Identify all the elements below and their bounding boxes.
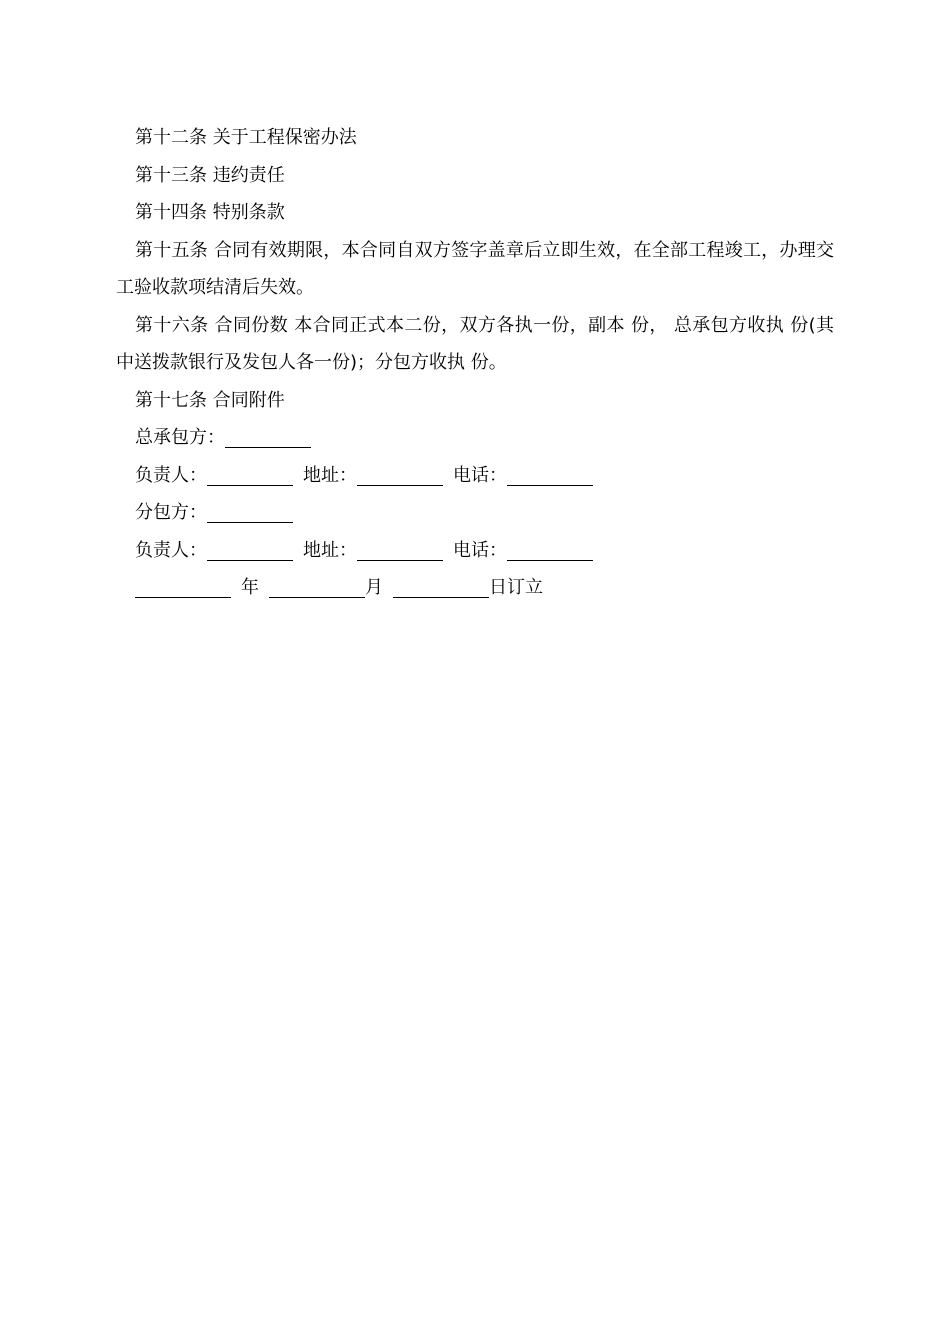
responsible-blank [207, 465, 293, 486]
address-label: 地址： [303, 539, 357, 561]
article-13: 第十三条 违约责任 [135, 164, 285, 186]
subcontractor-label: 分包方： [135, 502, 207, 523]
article-17: 第十七条 合同附件 [135, 389, 285, 411]
address-label: 地址： [303, 464, 357, 486]
phone-blank [507, 465, 593, 486]
article-12: 第十二条 关于工程保密办法 [135, 127, 357, 148]
article-16: 第十六条 合同份数 本合同正式本二份，双方各执一份，副本 份， 总承包方收执 份(其中送拨款银行及发包人各一份)；分包方收执 份。 [116, 314, 834, 373]
year-blank [135, 577, 231, 598]
article-15: 第十五条 合同有效期限，本合同自双方签字盖章后立即生效，在全部工程竣工，办理交工验收款项结清后失效。 [116, 239, 834, 298]
address-blank [357, 465, 443, 486]
responsible-label: 负责人： [135, 464, 207, 486]
responsible-label: 负责人： [135, 539, 207, 561]
day-label: 日订立 [489, 577, 543, 598]
month-blank [269, 577, 365, 598]
general-contractor-label: 总承包方： [135, 427, 225, 448]
address-blank [357, 540, 443, 561]
article-14: 第十四条 特别条款 [135, 202, 285, 223]
phone-label: 电话： [453, 464, 507, 486]
subcontractor-line [116, 494, 834, 532]
general-contractor-line [116, 419, 834, 457]
phone-label: 电话： [453, 539, 507, 561]
phone-blank [507, 540, 593, 561]
date-line [116, 569, 834, 607]
month-label: 月 [365, 577, 383, 598]
general-contractor-contact-line [116, 457, 834, 495]
document-body [116, 119, 834, 607]
responsible-blank [207, 540, 293, 561]
general-contractor-blank [225, 427, 311, 448]
year-label: 年 [241, 577, 259, 598]
subcontractor-contact-line [116, 532, 834, 570]
day-blank [393, 577, 489, 598]
subcontractor-blank [207, 502, 293, 523]
